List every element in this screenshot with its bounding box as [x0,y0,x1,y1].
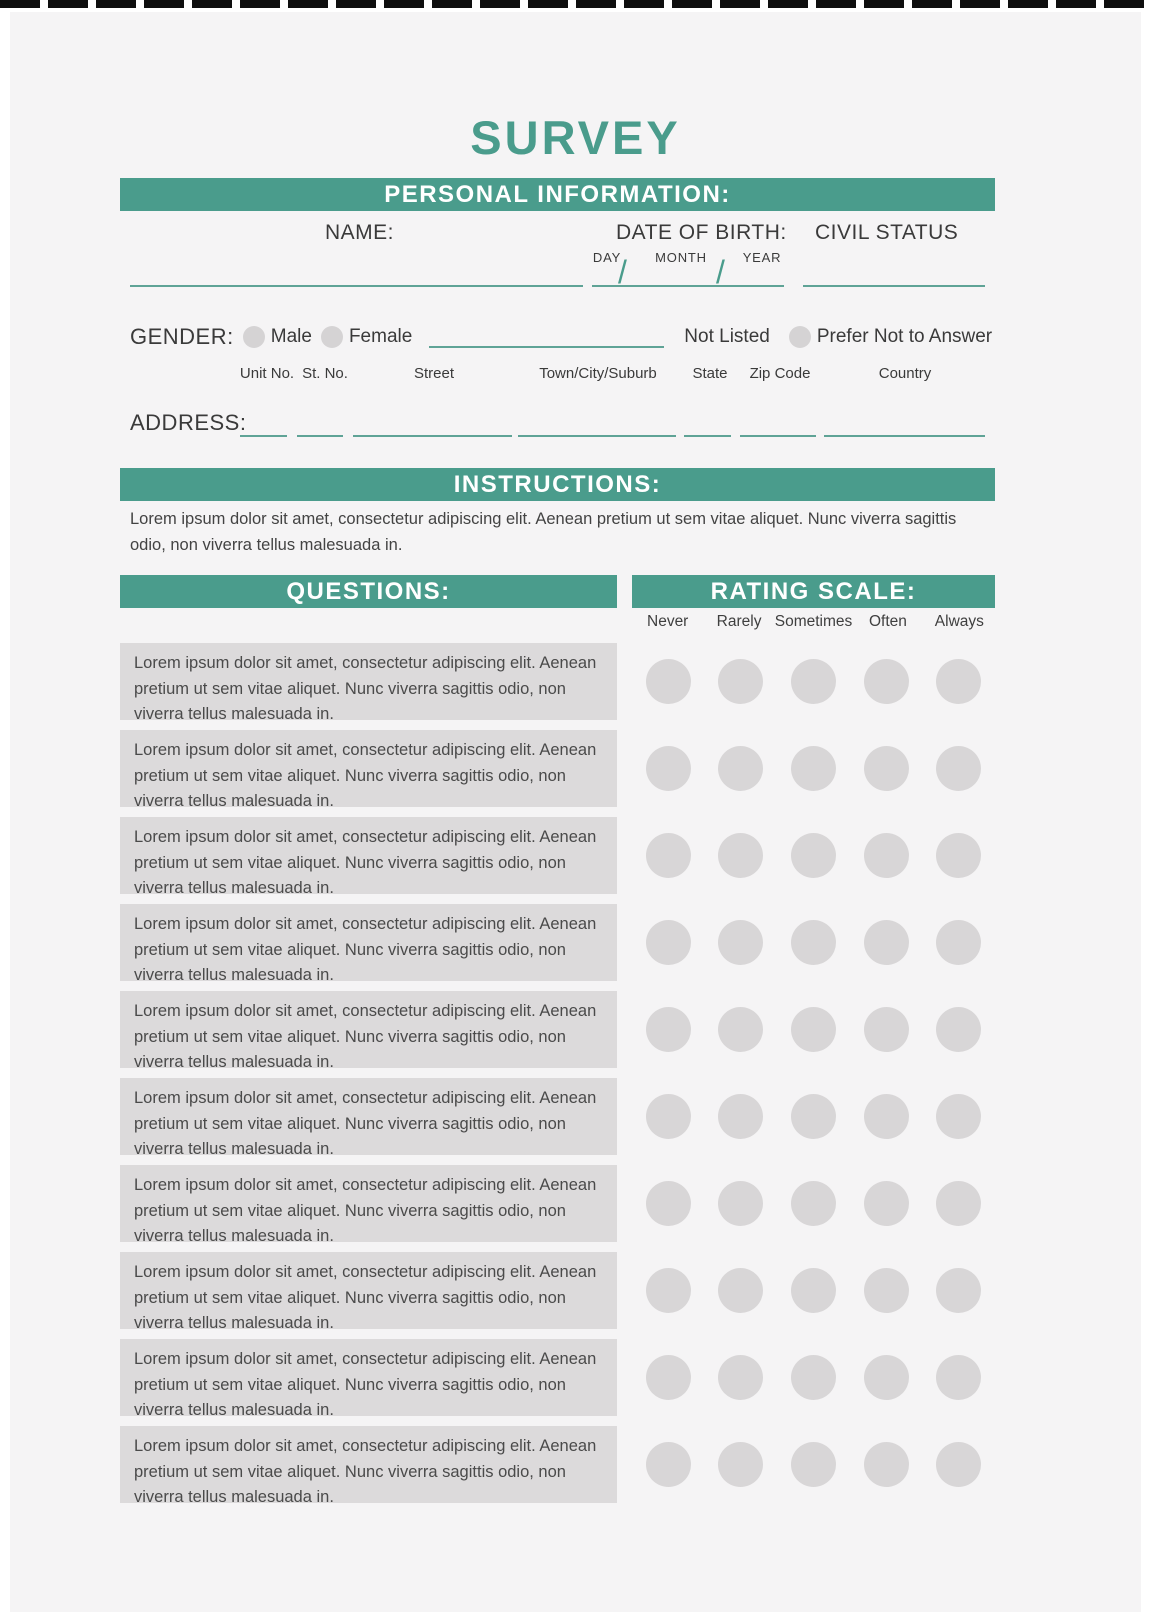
question-row [120,1339,995,1419]
gender-female-radio[interactable] [321,326,343,348]
gender-row [130,322,992,352]
rating-option-rarely-label: Rarely [716,613,762,630]
rating-bubble-sometimes[interactable] [791,1007,836,1052]
rating-bubble-always[interactable] [936,1355,981,1400]
dob-slash-icon: / [618,254,627,290]
question-text: Lorem ipsum dolor sit amet, consectetur adipiscing elit. Aenean pretium ut sem vitae aliquet. Nunc viverra sagittis odio, non viverra tellus malesuada in. [120,991,617,1068]
gender-notlisted-input-line[interactable] [429,326,664,348]
question-text: Lorem ipsum dolor sit amet, consectetur adipiscing elit. Aenean pretium ut sem vitae aliquet. Nunc viverra sagittis odio, non viverra tellus malesuada in. [120,730,617,807]
question-text: Lorem ipsum dolor sit amet, consectetur adipiscing elit. Aenean pretium ut sem vitae aliquet. Nunc viverra sagittis odio, non viverra tellus malesuada in. [120,1078,617,1155]
address-part-unit-label: Unit No. [239,365,295,382]
question-text: Lorem ipsum dolor sit amet, consectetur adipiscing elit. Aenean pretium ut sem vitae aliquet. Nunc viverra sagittis odio, non viverra tellus malesuada in. [120,817,617,894]
rating-option-always-label: Always [934,613,984,630]
dob-input-line[interactable] [592,285,784,287]
name-label: NAME: [325,221,395,244]
dob-month-label: MONTH [655,250,707,265]
rating-bubble-sometimes[interactable] [791,1355,836,1400]
civil-status-input-line[interactable] [803,285,985,287]
rating-bubble-sometimes[interactable] [791,1268,836,1313]
question-text: Lorem ipsum dolor sit amet, consectetur adipiscing elit. Aenean pretium ut sem vitae aliquet. Nunc viverra sagittis odio, non viverra tellus malesuada in. [120,643,617,720]
rating-bubble-rarely[interactable] [718,833,763,878]
rating-bubble-often[interactable] [864,1442,909,1487]
rating-bubble-never[interactable] [646,1355,691,1400]
question-text: Lorem ipsum dolor sit amet, consectetur adipiscing elit. Aenean pretium ut sem vitae aliquet. Nunc viverra sagittis odio, non viverra tellus malesuada in. [120,1339,617,1416]
name-input-line[interactable] [130,285,583,287]
rating-bubble-sometimes[interactable] [791,746,836,791]
gender-prefer-radio[interactable] [789,326,811,348]
rating-bubble-sometimes[interactable] [791,1442,836,1487]
instructions-body: Lorem ipsum dolor sit amet, consectetur adipiscing elit. Aenean pretium ut sem vitae aliquet. Nunc viverra sagittis odio, non viverra tellus malesuada in. [130,510,957,554]
rating-bubble-never[interactable] [646,920,691,965]
rating-bubble-rarely[interactable] [718,746,763,791]
address-part-country-label: Country [878,365,932,382]
question-text: Lorem ipsum dolor sit amet, consectetur adipiscing elit. Aenean pretium ut sem vitae aliquet. Nunc viverra sagittis odio, non viverra tellus malesuada in. [120,904,617,981]
rating-option-often-label: Often [869,613,907,630]
rating-scale-header: RATING SCALE: [632,575,995,608]
rating-bubble-sometimes[interactable] [791,1094,836,1139]
question-rating-circles [632,920,995,965]
rating-option-sometimes-label: Sometimes [774,613,853,630]
rating-bubble-always[interactable] [936,659,981,704]
rating-bubble-rarely[interactable] [718,659,763,704]
rating-bubble-often[interactable] [864,833,909,878]
rating-bubble-always[interactable] [936,1442,981,1487]
gender-female-option-label: Female [348,326,413,347]
rating-bubble-sometimes[interactable] [791,659,836,704]
rating-options-row [632,613,995,631]
question-row [120,904,995,984]
rating-bubble-never[interactable] [646,1007,691,1052]
rating-bubble-rarely[interactable] [718,1181,763,1226]
questions-header: QUESTIONS: [120,575,617,608]
rating-bubble-always[interactable] [936,920,981,965]
question-row [120,643,995,723]
survey-page [10,12,1141,1612]
address-label: ADDRESS: [130,410,247,435]
rating-bubble-often[interactable] [864,920,909,965]
rating-bubble-never[interactable] [646,1268,691,1313]
dob-year-label: YEAR [742,250,782,265]
rating-bubble-always[interactable] [936,1094,981,1139]
address-street-input-line[interactable] [353,435,512,437]
rating-bubble-often[interactable] [864,1094,909,1139]
address-town-input-line[interactable] [518,435,676,437]
rating-bubble-always[interactable] [936,833,981,878]
rating-bubble-often[interactable] [864,1355,909,1400]
rating-bubble-never[interactable] [646,833,691,878]
question-row [120,1426,995,1506]
question-rating-circles [632,1268,995,1313]
address-part-zip-label: Zip Code [749,365,811,382]
question-rows [120,643,995,1506]
rating-bubble-rarely[interactable] [718,1268,763,1313]
dob-slash-icon: / [716,254,725,290]
dob-label: DATE OF BIRTH: [616,221,787,244]
page-tear-strip [0,0,1151,8]
question-row [120,1078,995,1158]
question-rating-circles [632,746,995,791]
address-part-street-label: Street [413,365,455,382]
question-text: Lorem ipsum dolor sit amet, consectetur adipiscing elit. Aenean pretium ut sem vitae aliquet. Nunc viverra sagittis odio, non viverra tellus malesuada in. [120,1165,617,1242]
rating-bubble-never[interactable] [646,1181,691,1226]
civil-status-label: CIVIL STATUS [815,221,959,244]
rating-bubble-often[interactable] [864,1268,909,1313]
rating-bubble-sometimes[interactable] [791,1181,836,1226]
question-row [120,991,995,1071]
rating-bubble-always[interactable] [936,746,981,791]
rating-bubble-rarely[interactable] [718,1355,763,1400]
question-row [120,1165,995,1245]
rating-bubble-sometimes[interactable] [791,833,836,878]
question-rating-circles [632,1181,995,1226]
address-country-input-line[interactable] [824,435,985,437]
address-stno-input-line[interactable] [297,435,343,437]
dob-day-label: DAY [592,250,622,265]
question-row [120,730,995,810]
rating-bubble-always[interactable] [936,1007,981,1052]
question-text: Lorem ipsum dolor sit amet, consectetur adipiscing elit. Aenean pretium ut sem vitae aliquet. Nunc viverra sagittis odio, non viverra tellus malesuada in. [120,1426,617,1503]
rating-bubble-rarely[interactable] [718,920,763,965]
questions-section [120,575,995,1513]
address-part-state-label: State [692,365,728,382]
rating-bubble-never[interactable] [646,1442,691,1487]
gender-notlisted-option-label: Not Listed [684,326,770,347]
address-state-input-line[interactable] [684,435,731,437]
rating-bubble-often[interactable] [864,746,909,791]
question-rating-circles [632,1442,995,1487]
rating-bubble-never[interactable] [646,659,691,704]
rating-bubble-often[interactable] [864,659,909,704]
question-rating-circles [632,1007,995,1052]
rating-bubble-never[interactable] [646,746,691,791]
address-zip-input-line[interactable] [740,435,816,437]
personal-information-header: PERSONAL INFORMATION: [120,178,995,211]
question-rating-circles [632,1355,995,1400]
rating-bubble-often[interactable] [864,1007,909,1052]
rating-bubble-rarely[interactable] [718,1442,763,1487]
rating-bubble-often[interactable] [864,1181,909,1226]
address-unit-input-line[interactable] [240,435,287,437]
question-rating-circles [632,659,995,704]
question-rating-circles [632,1094,995,1139]
rating-bubble-rarely[interactable] [718,1094,763,1139]
question-text: Lorem ipsum dolor sit amet, consectetur adipiscing elit. Aenean pretium ut sem vitae aliquet. Nunc viverra sagittis odio, non viverra tellus malesuada in. [120,1252,617,1329]
gender-label: GENDER: [130,324,234,349]
question-rating-circles [632,833,995,878]
gender-prefer-option-label: Prefer Not to Answer [816,326,993,347]
rating-bubble-never[interactable] [646,1094,691,1139]
gender-male-option-label: Male [270,326,312,347]
question-row [120,1252,995,1332]
rating-bubble-rarely[interactable] [718,1007,763,1052]
page-title: SURVEY [470,111,681,164]
address-part-town-label: Town/City/Suburb [539,365,657,382]
address-part-stno-label: St. No. [302,365,348,382]
gender-male-radio[interactable] [243,326,265,348]
rating-bubble-sometimes[interactable] [791,920,836,965]
instructions-header: INSTRUCTIONS: [120,468,995,501]
rating-bubble-always[interactable] [936,1181,981,1226]
rating-bubble-always[interactable] [936,1268,981,1313]
question-row [120,817,995,897]
rating-option-never-label: Never [647,613,689,630]
